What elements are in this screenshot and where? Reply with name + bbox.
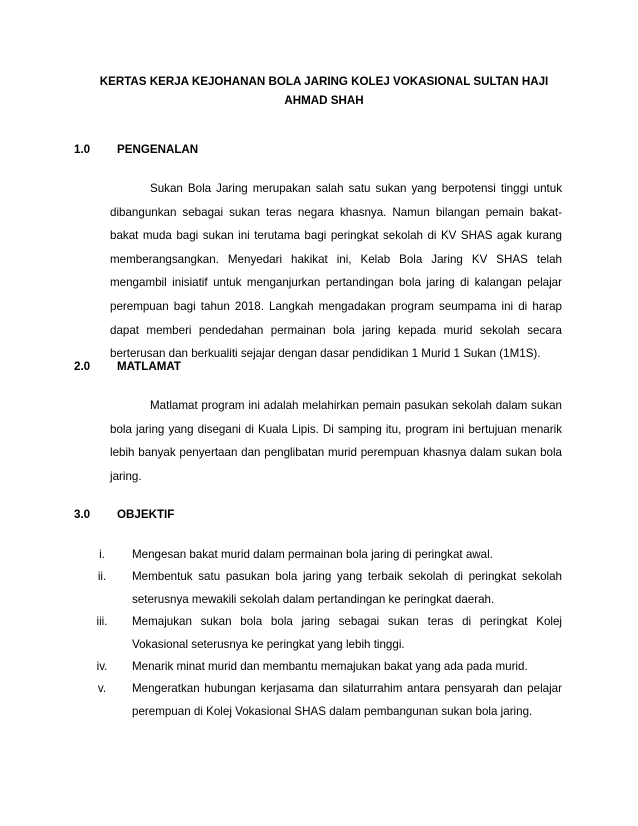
section-heading-pengenalan: PENGENALAN [117, 143, 199, 156]
objective-item [0, 566, 638, 611]
objective-item [0, 678, 638, 723]
objective-text: Memajukan sukan bola bola jaring sebagai sukan teras di peringkat Kolej Vokasional seterusnya ke peringkat yang lebih tinggi. [132, 615, 562, 651]
objective-marker: iv. [96, 660, 108, 674]
section-number-matlamat: 2.0 [74, 360, 91, 373]
objective-text: Mengeratkan hubungan kerjasama dan silaturrahim antara pensyarah dan pelajar perempuan di Kolej Vokasional SHAS dalam pembangunan sukan bola jaring. [132, 682, 562, 718]
document-title: KERTAS KERJA KEJOHANAN BOLA JARING KOLEJ VOKASIONAL SULTAN HAJI AHMAD SHAH [99, 75, 549, 107]
section-number-pengenalan: 1.0 [74, 143, 91, 156]
section-body-text: Matlamat program ini adalah melahirkan pemain pasukan sekolah dalam sukan bola jaring yang disegani di Kuala Lipis. Di samping itu, program ini bertujuan menarik lebih banyak penyertaan dan penglibatan murid perempuan khasnya dalam sukan bola jaring. [110, 399, 562, 483]
objective-item [0, 544, 638, 566]
objective-marker: v. [97, 682, 107, 696]
section-body-pengenalan [110, 177, 562, 366]
objective-list [0, 544, 638, 723]
objective-marker: ii. [97, 570, 107, 584]
objective-marker: iii. [96, 615, 108, 629]
objective-text: Membentuk satu pasukan bola jaring yang terbaik sekolah di peringkat sekolah seterusnya mewakili sekolah dalam pertandingan ke peringkat daerah. [132, 570, 562, 606]
objective-item [0, 611, 638, 656]
section-body-text: Sukan Bola Jaring merupakan salah satu sukan yang berpotensi tinggi untuk dibangunkan sebagai sukan teras negara khasnya. Namun bilangan pemain bakat-bakat muda bagi sukan ini terutama bagi peringkat sekolah di KV SHAS agak kurang memberangsangkan. Menyedari hakikat ini, Kelab Bola Jaring KV SHAS telah mengambil inisiatif untuk menganjurkan pertandingan bola jaring di kalangan pelajar perempuan bagi tahun 2018. Langkah mengadakan program seumpama ini di harap dapat memberi pendedahan permainan bola jaring kepada murid sekolah secara berterusan dan berkualiti sejajar dengan dasar pendidikan 1 Murid 1 Sukan (1M1S). [110, 182, 562, 361]
section-body-matlamat [110, 394, 562, 488]
objective-text: Menarik minat murid dan membantu memajukan bakat yang ada pada murid. [132, 660, 528, 674]
objective-marker: i. [99, 548, 105, 561]
objective-text: Mengesan bakat murid dalam permainan bola jaring di peringkat awal. [132, 548, 493, 561]
objective-item [0, 656, 638, 678]
section-number-objektif: 3.0 [74, 508, 91, 521]
section-heading-matlamat: MATLAMAT [117, 360, 181, 373]
section-heading-objektif: OBJEKTIF [117, 508, 175, 521]
